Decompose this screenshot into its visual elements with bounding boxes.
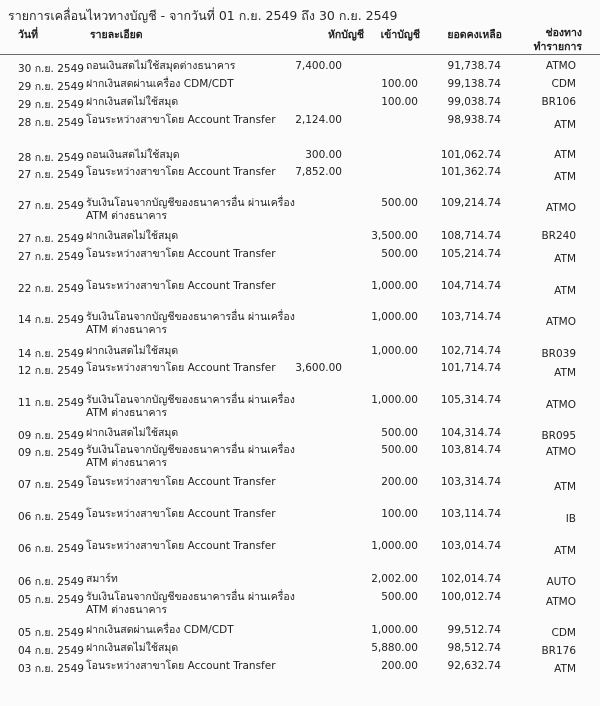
- row-date: 06 ก.ย. 2549: [18, 576, 84, 588]
- row-channel: ATMO: [545, 316, 576, 328]
- row-channel: AUTO: [546, 576, 576, 588]
- row-channel: BR240: [541, 230, 576, 242]
- row-description: ฝากเงินสดไม่ใช้สมุด: [86, 230, 179, 242]
- row-date: 12 ก.ย. 2549: [18, 365, 84, 377]
- row-channel: ATMO: [545, 446, 576, 458]
- row-channel: ATM: [554, 171, 576, 183]
- row-withdrawal: 7,852.00: [295, 166, 342, 178]
- row-description: โอนระหว่างสาขาโดย Account Transfer: [86, 476, 276, 488]
- row-deposit: 500.00: [381, 248, 418, 260]
- row-channel: ATM: [554, 367, 576, 379]
- row-balance: 98,938.74: [447, 114, 501, 126]
- row-deposit: 5,880.00: [371, 642, 418, 654]
- row-deposit: 1,000.00: [371, 540, 418, 552]
- row-date: 09 ก.ย. 2549: [18, 430, 84, 442]
- row-withdrawal: 3,600.00: [295, 362, 342, 374]
- row-deposit: 100.00: [381, 96, 418, 108]
- table-header: [0, 22, 600, 54]
- row-balance: 103,014.74: [440, 540, 501, 552]
- statement-title: รายการเคลื่อนไหวทางบัญชี - จากวันที่ 01 ก.ย. 2549 ถึง 30 ก.ย. 2549: [8, 8, 398, 23]
- header-withdrawal: หักบัญชี: [327, 29, 364, 41]
- row-description: ฝากเงินสดผ่านเครื่อง CDM/CDT: [86, 624, 234, 636]
- row-balance: 92,632.74: [447, 660, 501, 672]
- row-date: 28 ก.ย. 2549: [18, 117, 84, 129]
- row-balance: 104,314.74: [440, 427, 501, 439]
- row-description: รับเงินโอนจากบัญชีของธนาคารอื่น ผ่านเครื่อง ATM ต่างธนาคาร: [86, 311, 295, 336]
- row-description: โอนระหว่างสาขาโดย Account Transfer: [86, 362, 276, 374]
- row-description: ถอนเงินสดไม่ใช้สมุดต่างธนาคาร: [86, 60, 236, 72]
- row-channel: ATM: [554, 285, 576, 297]
- row-deposit: 100.00: [381, 508, 418, 520]
- row-date: 30 ก.ย. 2549: [18, 63, 84, 75]
- header-balance: ยอดคงเหลือ: [447, 29, 502, 41]
- row-channel: ATMO: [545, 596, 576, 608]
- row-deposit: 1,000.00: [371, 345, 418, 357]
- row-description: ฝากเงินสดไม่ใช้สมุด: [86, 642, 179, 654]
- row-balance: 99,512.74: [447, 624, 501, 636]
- row-description: โอนระหว่างสาขาโดย Account Transfer: [86, 166, 276, 178]
- row-balance: 102,014.74: [440, 573, 501, 585]
- row-balance: 104,714.74: [440, 280, 501, 292]
- row-description: ฝากเงินสดไม่ใช้สมุด: [86, 345, 179, 357]
- row-description: โอนระหว่างสาขาโดย Account Transfer: [86, 280, 276, 292]
- row-channel: BR106: [541, 96, 576, 108]
- row-channel: ATMO: [545, 60, 576, 72]
- row-balance: 103,714.74: [440, 311, 501, 323]
- row-date: 27 ก.ย. 2549: [18, 169, 84, 181]
- row-balance: 105,214.74: [440, 248, 501, 260]
- row-date: 05 ก.ย. 2549: [18, 594, 84, 606]
- row-date: 06 ก.ย. 2549: [18, 543, 84, 555]
- row-withdrawal: 7,400.00: [295, 60, 342, 72]
- row-deposit: 1,000.00: [371, 624, 418, 636]
- row-balance: 103,814.74: [440, 444, 501, 456]
- row-channel: ATM: [554, 253, 576, 265]
- row-date: 27 ก.ย. 2549: [18, 233, 84, 245]
- row-description: โอนระหว่างสาขาโดย Account Transfer: [86, 248, 276, 260]
- header-description: รายละเอียด: [90, 29, 143, 41]
- row-channel: CDM: [551, 78, 576, 90]
- header-divider: [0, 54, 600, 55]
- row-description: ฝากเงินสดไม่ใช้สมุด: [86, 427, 179, 439]
- row-channel: IB: [565, 513, 576, 525]
- row-deposit: 500.00: [381, 427, 418, 439]
- row-deposit: 500.00: [381, 444, 418, 456]
- row-date: 22 ก.ย. 2549: [18, 283, 84, 295]
- row-deposit: 200.00: [381, 660, 418, 672]
- row-channel: ATMO: [545, 202, 576, 214]
- row-balance: 103,114.74: [440, 508, 501, 520]
- row-channel: ATM: [554, 119, 576, 131]
- row-balance: 103,314.74: [440, 476, 501, 488]
- header-deposit: เข้าบัญชี: [380, 29, 420, 41]
- row-description: ถอนเงินสดไม่ใช้สมุด: [86, 149, 180, 161]
- row-channel: ATMO: [545, 399, 576, 411]
- row-description: โอนระหว่างสาขาโดย Account Transfer: [86, 660, 276, 672]
- row-balance: 105,314.74: [440, 394, 501, 406]
- row-withdrawal: 300.00: [305, 149, 342, 161]
- row-channel: ATM: [554, 545, 576, 557]
- row-deposit: 3,500.00: [371, 230, 418, 242]
- row-deposit: 1,000.00: [371, 311, 418, 323]
- row-description: โอนระหว่างสาขาโดย Account Transfer: [86, 114, 276, 126]
- row-date: 14 ก.ย. 2549: [18, 314, 84, 326]
- row-channel: BR176: [541, 645, 576, 657]
- row-description: รับเงินโอนจากบัญชีของธนาคารอื่น ผ่านเครื่อง ATM ต่างธนาคาร: [86, 394, 295, 419]
- row-balance: 101,362.74: [440, 166, 501, 178]
- row-channel: BR039: [541, 348, 576, 360]
- row-deposit: 1,000.00: [371, 394, 418, 406]
- row-date: 27 ก.ย. 2549: [18, 200, 84, 212]
- row-deposit: 2,002.00: [371, 573, 418, 585]
- row-balance: 100,012.74: [440, 591, 501, 603]
- row-channel: CDM: [551, 627, 576, 639]
- row-balance: 101,714.74: [440, 362, 501, 374]
- row-channel: ATM: [554, 481, 576, 493]
- row-balance: 99,038.74: [447, 96, 501, 108]
- row-date: 06 ก.ย. 2549: [18, 511, 84, 523]
- row-balance: 99,138.74: [447, 78, 501, 90]
- row-balance: 91,738.74: [447, 60, 501, 72]
- row-balance: 101,062.74: [440, 149, 501, 161]
- row-balance: 102,714.74: [440, 345, 501, 357]
- row-date: 29 ก.ย. 2549: [18, 81, 84, 93]
- row-date: 05 ก.ย. 2549: [18, 627, 84, 639]
- row-deposit: 200.00: [381, 476, 418, 488]
- row-balance: 108,714.74: [440, 230, 501, 242]
- row-deposit: 100.00: [381, 78, 418, 90]
- row-description: รับเงินโอนจากบัญชีของธนาคารอื่น ผ่านเครื่อง ATM ต่างธนาคาร: [86, 444, 295, 469]
- row-date: 04 ก.ย. 2549: [18, 645, 84, 657]
- row-deposit: 1,000.00: [371, 280, 418, 292]
- row-deposit: 500.00: [381, 591, 418, 603]
- row-date: 28 ก.ย. 2549: [18, 152, 84, 164]
- row-channel: ATM: [554, 663, 576, 675]
- header-date: วันที่: [18, 29, 38, 41]
- row-channel: BR095: [541, 430, 576, 442]
- row-deposit: 500.00: [381, 197, 418, 209]
- row-date: 11 ก.ย. 2549: [18, 397, 84, 409]
- row-date: 29 ก.ย. 2549: [18, 99, 84, 111]
- row-description: รับเงินโอนจากบัญชีของธนาคารอื่น ผ่านเครื่อง ATM ต่างธนาคาร: [86, 591, 295, 616]
- row-date: 14 ก.ย. 2549: [18, 348, 84, 360]
- row-description: ฝากเงินสดผ่านเครื่อง CDM/CDT: [86, 78, 234, 90]
- row-description: โอนระหว่างสาขาโดย Account Transfer: [86, 508, 276, 520]
- row-channel: ATM: [554, 149, 576, 161]
- row-description: รับเงินโอนจากบัญชีของธนาคารอื่น ผ่านเครื่อง ATM ต่างธนาคาร: [86, 197, 295, 222]
- row-date: 07 ก.ย. 2549: [18, 479, 84, 491]
- row-date: 03 ก.ย. 2549: [18, 663, 84, 675]
- row-description: ฝากเงินสดไม่ใช้สมุด: [86, 96, 179, 108]
- header-channel: ช่องทาง ทำรายการ: [533, 27, 582, 53]
- row-balance: 98,512.74: [447, 642, 501, 654]
- row-balance: 109,214.74: [440, 197, 501, 209]
- row-date: 27 ก.ย. 2549: [18, 251, 84, 263]
- row-withdrawal: 2,124.00: [295, 114, 342, 126]
- row-description: สมาร์ท: [86, 573, 118, 585]
- row-description: โอนระหว่างสาขาโดย Account Transfer: [86, 540, 276, 552]
- row-date: 09 ก.ย. 2549: [18, 447, 84, 459]
